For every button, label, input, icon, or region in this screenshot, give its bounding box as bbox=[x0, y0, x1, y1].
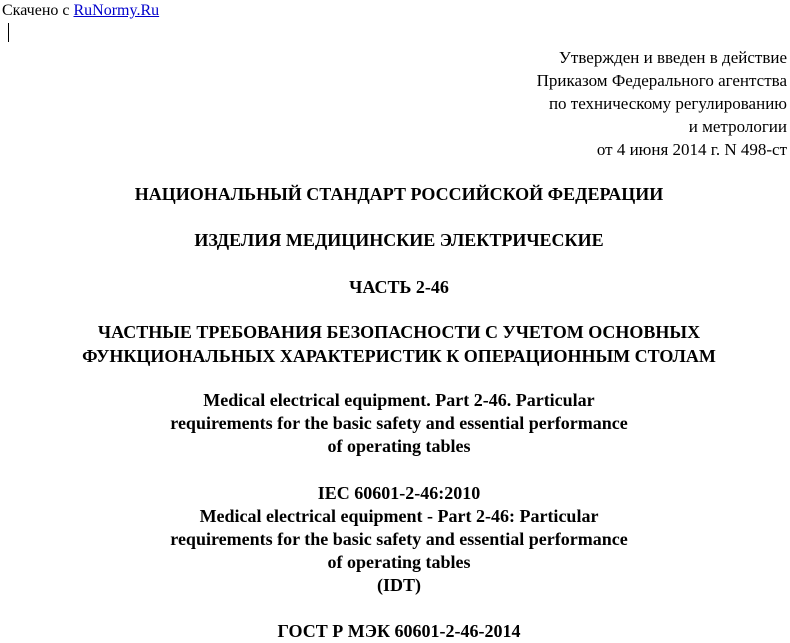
english-title-line: of operating tables bbox=[327, 436, 471, 456]
approval-line: от 4 июня 2014 г. N 498-ст bbox=[596, 140, 787, 159]
runormy-link[interactable]: RuNormy.Ru bbox=[73, 2, 160, 19]
requirements-heading bbox=[0, 320, 790, 368]
requirements-line: ЧАСТНЫЕ ТРЕБОВАНИЯ БЕЗОПАСНОСТИ С УЧЕТОМ ОСНОВНЫХ bbox=[97, 322, 701, 342]
iec-equivalence: (IDT) bbox=[377, 575, 421, 595]
approval-line: по техническому регулированию bbox=[548, 94, 787, 113]
gost-designation: ГОСТ Р МЭК 60601-2-46-2014 bbox=[277, 621, 521, 641]
english-title bbox=[0, 389, 790, 458]
standard-heading: НАЦИОНАЛЬНЫЙ СТАНДАРТ РОССИЙСКОЙ ФЕДЕРАЦИИ bbox=[134, 184, 664, 204]
source-prefix: Скачено с bbox=[2, 2, 70, 19]
part-heading: ЧАСТЬ 2-46 bbox=[349, 277, 449, 297]
approval-line: и метрологии bbox=[688, 117, 787, 136]
text-cursor bbox=[8, 23, 9, 42]
english-title-line: requirements for the basic safety and essential performance bbox=[170, 413, 628, 433]
english-title-line: Medical electrical equipment. Part 2-46. Particular bbox=[203, 390, 595, 410]
approval-block bbox=[537, 46, 787, 161]
iec-title-line: of operating tables bbox=[327, 552, 471, 572]
product-heading: ИЗДЕЛИЯ МЕДИЦИНСКИЕ ЭЛЕКТРИЧЕСКИЕ bbox=[194, 230, 604, 250]
approval-line: Утвержден и введен в действие bbox=[558, 48, 787, 67]
iec-title-line: requirements for the basic safety and essential performance bbox=[170, 529, 628, 549]
source-line bbox=[2, 1, 159, 21]
iec-title-line: Medical electrical equipment - Part 2-46: Particular bbox=[199, 506, 599, 526]
iec-code: IEC 60601-2-46:2010 bbox=[317, 483, 481, 503]
iec-block bbox=[0, 482, 790, 597]
requirements-line: ФУНКЦИОНАЛЬНЫХ ХАРАКТЕРИСТИК К ОПЕРАЦИОННЫМ СТОЛАМ bbox=[82, 346, 716, 366]
approval-line: Приказом Федерального агентства bbox=[536, 71, 787, 90]
